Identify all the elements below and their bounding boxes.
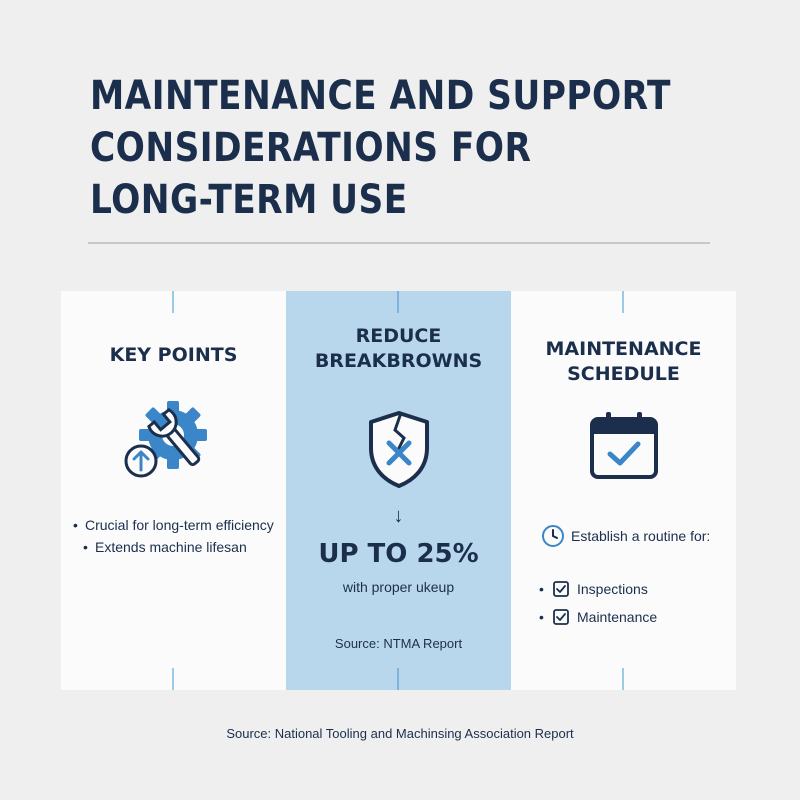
reduce-breakdowns-panel (286, 291, 511, 690)
key-points-list (73, 517, 274, 555)
down-arrow-icon: ↓ (393, 505, 404, 527)
checkbox-icon (553, 581, 569, 597)
title-line-1: MAINTENANCE AND SUPPORT (90, 73, 671, 119)
panels-row (61, 291, 736, 690)
schedule-heading-line-2: SCHEDULE (567, 363, 680, 385)
key-points-panel (61, 291, 286, 690)
clock-icon (541, 524, 565, 548)
stat-source: Source: NTMA Report (334, 636, 463, 651)
title-line-2: CONSIDERATIONS FOR (90, 125, 532, 171)
list-item-text: Extends machine lifesan (95, 539, 247, 555)
bullet-dot: • (539, 581, 544, 597)
title-line-3: LONG-TERM USE (90, 177, 408, 223)
panel-tick-top (622, 291, 624, 313)
footer-source: Source: National Tooling and Machinsing Association Report (226, 726, 574, 741)
title-divider (88, 242, 710, 244)
checklist-item (539, 603, 657, 631)
checkbox-icon (553, 609, 569, 625)
panel-tick-bottom (397, 668, 399, 690)
list-item: • Extends machine lifesan (83, 539, 247, 555)
list-item: • Crucial for long-term efficiency (73, 517, 274, 533)
routine-text: Establish a routine for: (571, 528, 711, 544)
stat-value: UP TO 25% (318, 539, 479, 569)
schedule-heading (511, 337, 736, 387)
reduce-heading (286, 324, 511, 374)
key-points-heading-text: KEY POINTS (109, 344, 238, 366)
broken-shield-icon (364, 408, 434, 490)
checklist-item-text: Maintenance (577, 609, 658, 625)
schedule-checklist (539, 575, 657, 631)
routine-row (541, 524, 710, 548)
panel-tick-top (172, 291, 174, 313)
reduce-heading-line-2: BREAKBROWNS (314, 350, 483, 372)
schedule-heading-line-1: MAINTENANCE (545, 338, 702, 360)
key-points-heading (61, 343, 286, 368)
panel-tick-bottom (172, 668, 174, 690)
panel-tick-top (397, 291, 399, 313)
calendar-check-icon (587, 409, 661, 483)
gear-wrench-icon (123, 399, 215, 481)
page-title (90, 70, 671, 226)
maintenance-schedule-panel (511, 291, 736, 690)
stat-caption: with proper ukeup (342, 579, 455, 595)
checklist-item (539, 575, 657, 603)
reduce-heading-line-1: REDUCE (355, 325, 442, 347)
panel-tick-bottom (622, 668, 624, 690)
checklist-item-text: Inspections (577, 581, 648, 597)
list-item-text: Crucial for long-term efficiency (85, 517, 274, 533)
bullet-dot: • (539, 609, 544, 625)
